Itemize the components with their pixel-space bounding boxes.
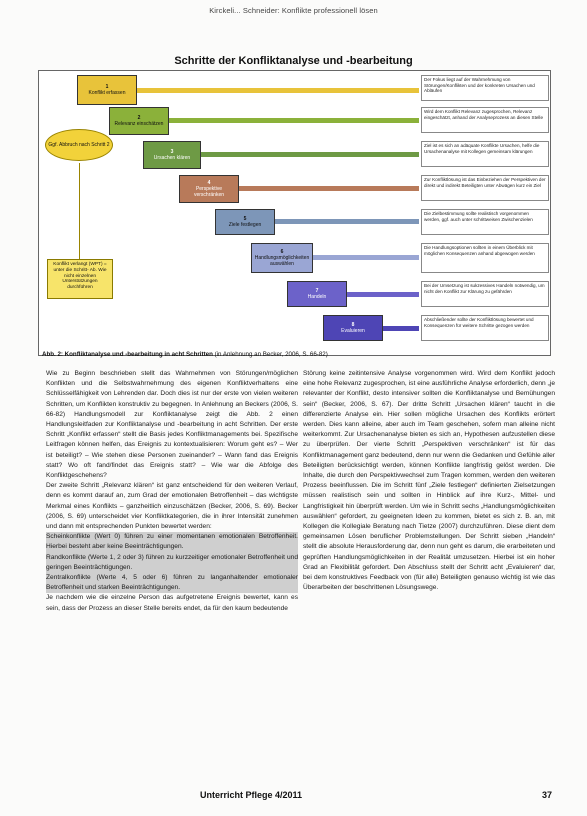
step-6-number: 6 [280,249,284,255]
footer-journal-title: Unterricht Pflege 4/2011 [200,790,303,800]
step-5-label: Ziele festlegen [228,222,262,228]
step-2-bar [169,118,419,123]
step-6-box [251,243,313,273]
connector-line [79,163,80,259]
step-5-bar [275,219,419,224]
step-8-description: Abschließender sollte der Konfliktlösung bewertet und Konsequenzen für weitere Schritte gezogen werden [421,315,549,341]
step-2-number: 2 [137,115,141,121]
left-paragraph-3: Je nachdem wie die einzelne Person das aufgetretene Ereignis bewertet, kann es sein, dass der Prozess an dieser Stelle bereits endet, da für den kaum bedeutende [46,594,298,612]
step-3-bar [201,152,419,157]
step-4-description: Zur Konfliktlösung ist das Einbeziehen der Perspektiven der direkt und indirekt Beteiligten unter Abwägen kurz ein Ziel [421,175,549,201]
left-paragraph-randkonflikte: Randkonflikte (Werte 1, 2 oder 3) führen zu kurzzeitiger emotionaler Betroffenheit und geringen Beeinträchtigungen. [46,553,298,573]
step-8-box [323,315,383,341]
abort-ellipse [45,129,113,161]
step-5-number: 5 [243,216,247,222]
left-paragraph-scheinkonflikte: Scheinkonflikte (Wert 0) führen zu einer momentanen emotionalen Betroffenheit. Hierbei besteht aber keine Beeinträchtigungen. [46,532,298,552]
abort-ellipse-text: Ggf. Abbruch nach Schritt 2 [48,142,110,148]
step-8-number: 8 [351,322,355,328]
right-paragraph-1: Störung keine zeitintensive Analyse vorgenommen wird. Wird dem Konflikt jedoch eine hohe Relevanz zugesprochen, ist eine ausführliche Analyse erforderlich, denn „je relevanter der Konflikt, desto intensiver sollten die Konfliktanalyse und Bemühungen sein“ (Becker, 2006, S. 67). Der dritte Schritt „Ursachen klären“ taucht in die differenzierte Analyse ein. Hier sollen mögliche Ursachen des Konflikts erörtert werden. Dies kann alleine, aber auch im Team geschehen, sofern man alleine nicht weiterkommt. Zur Ursachenanalyse bieten es sich an, Hypothesen aufzustellen diese zu überprüfen. Der vierte Schritt „Perspektiven verschränken“ ist für das Konfliktmanagement ganz bedeutend, denn nur wenn die Gedanken und Gefühle aller Beteiligten berücksichtigt werden, können Konflikte langfristig gelöst werden. Die Inhalte, die durch den Perspektivwechsel zum Tragen kommen, werden den weiteren Prozess beeinflussen. Die im Schritt fünf „Ziele festlegen“ definierten Zielsetzungen müssen realistisch sein und sollten in Hinblick auf ihre Kurz-, Mittel- und Langfristigkeit hin überprüft werden. Um wie in Schritt sechs „Handlungsmöglichkeiten auswählen“ gefordert, zu geeigneten Ideen zu kommen, bietet es sich z. B. an, mit Kollegen die Kollegiale Beratung nach Tietze (2007) durchzuführen. Diese dient dem gemeinsamen Lösen beruflicher Problemstellungen. Der Schritt sieben „Handeln“ stellt die absolute Herausforderung dar, denn nun geht es darum, die erarbeiteten und geprüften Handlungsmöglichkeiten in der Realität umzusetzen. Hierbei ist ein hoher Grad an Flexibilität gefordert. Den Abschluss stellt der Schritt acht „Evaluieren“ dar, bei dem konstruktives Feedback von (für alle) Beteiligten genauso wichtig ist wie das Überarbeiten der beschrittenen Lösungswege. [303,370,555,592]
step-7-label: Handeln [307,294,327,300]
step-5-description: Die Zielbestimmung sollte realistisch vorgenommen werden, ggf. auch unter schrittweisen Zwischenzielen [421,209,549,235]
right-column [303,369,555,593]
page-number: 37 [542,790,553,800]
running-head: Kirckeli... Schneider: Konflikte professionell lösen [209,6,378,15]
step-4-box [179,175,239,203]
left-paragraph-1: Wie zu Beginn beschrieben stellt das Wahrnehmen von Störungen/möglichen Konflikten und die Selbstwahrnehmung des eigenen Konfliktverhaltens eine Schlüsselfähigkeit von Lehrenden dar. Doch dies ist nur der erste von vielen weiteren Schritten, um Konflikten konstruktiv zu begegnen. In Anlehnung an Beckers (2006, S. 66-82) Handlungsmodell zur Konfliktanalyse zeigt die Abb. 2 einen Handlungsleitfaden zur Konfliktanalyse und -bearbeitung in acht Schritten. Der erste Schritt „Konflikt erfassen“ stellt die Basis jedes Konfliktmanagements bei. Spezifische Leitfragen können helfen, das Ereignis zu kontextualisieren: Worum geht es? – Wer ist beteiligt? – Wie stehen diese Personen zueinander? – Wann fand das Ereignis statt? Wo oft fand/findet das Ereignis statt? – Wie war die Abfolge des Konfliktgeschehens? [46,370,298,480]
figure-diagram [38,70,551,356]
step-3-description: Ziel ist es sich an adäquate Konflikte Ursachen, helfe die Ursachenanalyse mit Kollegen gemeinsam klärungen [421,141,549,167]
step-1-label: Konflikt erfassen [88,90,126,96]
step-7-bar [347,292,419,297]
step-8-bar [383,326,419,331]
step-5-box [215,209,275,235]
left-paragraph-2: Der zweite Schritt „Relevanz klären“ ist ganz entscheidend für den weiteren Verlauf, denn es kommt darauf an, zum Grad der emotionalen Betroffenheit – das wichtigste Merkmal eines Konflikts – ganzheitlich einzuschätzen (Becker, 2006, S. 69). Becker (2006, S. 69) unterscheidet vier Konfliktkategorien, die in ihrer Intensität zunehmen und dann mit entsprechenden Punkten bewertet werden: [46,482,298,531]
left-paragraph-zentralkonflikte: Zentralkonflikte (Werte 4, 5 oder 6) führen zu langanhaltender emotionaler Betroffenheit und starken Beeinträchtigungen. [46,573,298,593]
step-2-label: Relevanz einschätzen [114,121,164,127]
step-4-label: Perspektive verschränken [193,186,224,198]
step-3-box [143,141,201,169]
caption-rest: (in Anlehnung an Becker, 2006, S. 66-82) [212,351,328,358]
step-7-description: Bei der Umsetzung ist sukzessives Handeln notwendig, um nicht den Konflikt zur Klärung zu gefährden [421,281,549,307]
step-4-bar [239,186,419,191]
step-1-box [77,75,137,105]
caption-bold: Abb. 2: Konfliktanalyse und -bearbeitung in acht Schritten [42,351,213,358]
step-8-label: Evaluieren [341,328,365,334]
left-column [46,369,298,614]
figure-caption [42,351,552,358]
step-2-box [109,107,169,135]
step-7-box [287,281,347,307]
step-4-number: 4 [207,180,211,186]
step-1-bar [137,88,419,93]
step-3-label: Ursachen klären [153,155,191,161]
step-3-number: 3 [170,149,174,155]
step-7-number: 7 [315,288,319,294]
step-2-description: Wird dem Konflikt Relevanz zugesprochen, Relevanz eingeschätzt, anhand der Analyseprozess an diesen Stelle [421,107,549,133]
step-1-description: Der Fokus liegt auf der Wahrnehmung von Störungen/Konflikten und der konkreten Ursachen und Abläufen [421,75,549,101]
step-1-number: 1 [105,84,109,90]
step-6-label: Handlungsmöglichkeiten auswählen [254,255,310,267]
step-6-bar [313,255,419,260]
step-6-description: Die Handlungsoptionen sollten in einem Überblick mit möglichen Konsequenzen anhand abgewogen werden [421,243,549,273]
side-callout: Konflikt verlangt (WPT) = unter die Schritt- Ab. Wie nicht einzelnen Unterstützungen durchführen [47,259,113,299]
figure-title: Schritte der Konfliktanalyse und -bearbeitung [174,55,413,67]
